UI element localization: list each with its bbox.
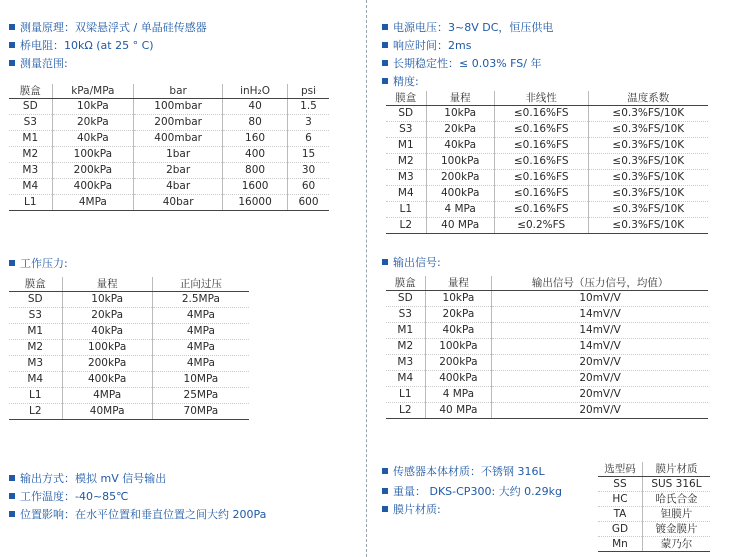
bullet-icon <box>382 506 388 512</box>
column-divider <box>366 0 367 557</box>
table-cell: 14mV/V <box>492 339 708 355</box>
pressure-table <box>9 277 249 420</box>
table-header-row <box>386 276 708 291</box>
table-cell: 4MPa <box>152 308 249 324</box>
table-cell: 200kPa <box>62 356 152 372</box>
table-cell: SUS 316L <box>642 477 710 492</box>
bullet-icon <box>382 78 388 84</box>
table-cell: 10kPa <box>425 291 492 307</box>
table-cell: 40 MPa <box>426 218 494 234</box>
table-cell: 20mV/V <box>492 403 708 419</box>
table-cell: 10kPa <box>426 106 494 122</box>
bridge-line: 桥电阻：10kΩ (at 25 ° C) <box>9 39 154 53</box>
table-row <box>598 492 710 507</box>
bullet-icon <box>9 24 15 30</box>
work-temp-line: 工作温度：-40~85℃ <box>9 490 129 504</box>
table-cell: S3 <box>386 307 425 323</box>
accuracy-title: 精度: <box>382 75 419 89</box>
table-cell: 6 <box>288 131 329 147</box>
table-cell: 20kPa <box>52 115 134 131</box>
bullet-icon <box>9 493 15 499</box>
table-row <box>386 122 708 138</box>
table-row <box>386 323 708 339</box>
table-row <box>386 186 708 202</box>
signal-title: 输出信号: <box>382 256 441 270</box>
table-header-row <box>9 84 329 99</box>
table-cell: M1 <box>9 131 52 147</box>
table-cell: 2bar <box>134 163 223 179</box>
table-header-row <box>9 277 249 292</box>
column-header: 膜盒 <box>386 276 425 291</box>
column-header: kPa/MPa <box>52 84 134 99</box>
table-cell: 16000 <box>223 195 288 211</box>
table-cell: 镀金膜片 <box>642 522 710 537</box>
column-header: 选型码 <box>598 462 642 477</box>
diaphragm-title: 膜片材质: <box>382 503 441 517</box>
table-row <box>386 170 708 186</box>
table-row <box>9 340 249 356</box>
table-cell: 40kPa <box>426 138 494 154</box>
table-cell: 20mV/V <box>492 355 708 371</box>
table-cell: 800 <box>223 163 288 179</box>
table-cell: ≤0.16%FS <box>494 106 588 122</box>
table-cell: 蒙乃尔 <box>642 537 710 552</box>
table-cell: L1 <box>9 388 62 404</box>
column-header: inH₂O <box>223 84 288 99</box>
bullet-icon <box>382 42 388 48</box>
table-cell: ≤0.3%FS/10K <box>588 154 708 170</box>
table-cell: 25MPa <box>152 388 249 404</box>
column-header: 温度系数 <box>588 91 708 106</box>
bullet-icon <box>382 488 388 494</box>
table-cell: 4MPa <box>152 340 249 356</box>
table-cell: ≤0.16%FS <box>494 122 588 138</box>
table-cell: 400mbar <box>134 131 223 147</box>
table-cell: 4MPa <box>152 324 249 340</box>
table-cell: SD <box>386 106 426 122</box>
table-cell: 10kPa <box>52 99 134 115</box>
table-cell: ≤0.3%FS/10K <box>588 170 708 186</box>
table-cell: 20mV/V <box>492 387 708 403</box>
table-cell: M3 <box>9 163 52 179</box>
table-row <box>9 131 329 147</box>
output-mode-line: 输出方式：模拟 mV 信号输出 <box>9 472 166 486</box>
table-row <box>9 147 329 163</box>
table-cell: 40MPa <box>62 404 152 420</box>
table-row <box>386 202 708 218</box>
table-cell: 40bar <box>134 195 223 211</box>
table-cell: M1 <box>9 324 62 340</box>
table-row <box>9 163 329 179</box>
table-cell: 30 <box>288 163 329 179</box>
table-row <box>386 106 708 122</box>
body-material-line: 传感器本体材质：不锈钢 316L <box>382 465 545 479</box>
bullet-icon <box>9 475 15 481</box>
table-cell: 600 <box>288 195 329 211</box>
table-row <box>598 522 710 537</box>
table-cell: ≤0.16%FS <box>494 186 588 202</box>
table-row <box>598 507 710 522</box>
power-line: 电源电压：3~8V DC，恒压供电 <box>382 21 553 35</box>
column-header: 正向过压 <box>152 277 249 292</box>
table-cell: 1600 <box>223 179 288 195</box>
table-header-row <box>386 91 708 106</box>
table-row <box>386 291 708 307</box>
table-cell: 200kPa <box>425 355 492 371</box>
table-cell: 400kPa <box>62 372 152 388</box>
table-cell: M1 <box>386 323 425 339</box>
table-row <box>9 308 249 324</box>
table-cell: ≤0.16%FS <box>494 170 588 186</box>
table-cell: 哈氏合金 <box>642 492 710 507</box>
table-row <box>386 371 708 387</box>
table-cell: L2 <box>386 403 425 419</box>
table-cell: S3 <box>9 115 52 131</box>
table-cell: M4 <box>9 179 52 195</box>
table-cell: M3 <box>386 355 425 371</box>
column-header: 量程 <box>425 276 492 291</box>
table-row <box>386 218 708 234</box>
table-cell: SD <box>386 291 425 307</box>
table-cell: 20kPa <box>426 122 494 138</box>
range-title: 测量范围: <box>9 57 68 71</box>
weight-line: 重量： DKS-CP300: 大约 0.29kg <box>382 485 562 499</box>
table-cell: 80 <box>223 115 288 131</box>
table-row <box>386 307 708 323</box>
table-cell: L1 <box>386 387 425 403</box>
column-header: 量程 <box>426 91 494 106</box>
bullet-icon <box>382 259 388 265</box>
table-cell: M3 <box>9 356 62 372</box>
table-cell: M4 <box>386 371 425 387</box>
table-cell: 160 <box>223 131 288 147</box>
pressure-title: 工作压力: <box>9 257 68 271</box>
table-cell: ≤0.3%FS/10K <box>588 202 708 218</box>
table-cell: M4 <box>386 186 426 202</box>
table-cell: 100kPa <box>52 147 134 163</box>
table-cell: 10mV/V <box>492 291 708 307</box>
table-cell: 20mV/V <box>492 371 708 387</box>
table-cell: 100kPa <box>425 339 492 355</box>
table-cell: 60 <box>288 179 329 195</box>
position-effect-line: 位置影响：在水平位置和垂直位置之间大约 200Pa <box>9 508 266 522</box>
table-cell: 4MPa <box>62 388 152 404</box>
table-cell: Mn <box>598 537 642 552</box>
table-cell: L2 <box>9 404 62 420</box>
table-cell: 40kPa <box>62 324 152 340</box>
table-cell: M1 <box>386 138 426 154</box>
table-row <box>9 99 329 115</box>
table-cell: TA <box>598 507 642 522</box>
table-cell: 4 MPa <box>426 202 494 218</box>
table-cell: L1 <box>9 195 52 211</box>
table-row <box>386 403 708 419</box>
table-cell: 400kPa <box>425 371 492 387</box>
table-cell: 10kPa <box>62 292 152 308</box>
table-row <box>386 387 708 403</box>
table-cell: L1 <box>386 202 426 218</box>
table-row <box>386 355 708 371</box>
table-cell: 4bar <box>134 179 223 195</box>
table-cell: M2 <box>9 340 62 356</box>
column-header: bar <box>134 84 223 99</box>
table-cell: 400kPa <box>52 179 134 195</box>
column-header: 输出信号（压力信号，均值） <box>492 276 708 291</box>
table-row <box>9 195 329 211</box>
table-row <box>9 404 249 420</box>
column-header: 膜盒 <box>9 84 52 99</box>
signal-table <box>386 276 708 419</box>
bullet-icon <box>9 60 15 66</box>
table-cell: 10MPa <box>152 372 249 388</box>
table-cell: S3 <box>386 122 426 138</box>
table-cell: 20kPa <box>425 307 492 323</box>
table-cell: 100kPa <box>426 154 494 170</box>
table-cell: GD <box>598 522 642 537</box>
table-row <box>9 324 249 340</box>
column-header: 膜片材质 <box>642 462 710 477</box>
table-row <box>9 115 329 131</box>
bullet-icon <box>382 60 388 66</box>
table-cell: 100mbar <box>134 99 223 115</box>
bullet-icon <box>382 468 388 474</box>
column-header: 非线性 <box>494 91 588 106</box>
column-header: 膜盒 <box>9 277 62 292</box>
table-cell: 14mV/V <box>492 323 708 339</box>
table-cell: ≤0.2%FS <box>494 218 588 234</box>
table-cell: 4 MPa <box>425 387 492 403</box>
table-cell: 1bar <box>134 147 223 163</box>
table-row <box>598 537 710 552</box>
table-cell: M2 <box>386 339 425 355</box>
material-table <box>598 462 710 552</box>
table-cell: 4MPa <box>52 195 134 211</box>
table-row <box>9 388 249 404</box>
table-cell: ≤0.16%FS <box>494 138 588 154</box>
accuracy-table <box>386 91 708 234</box>
table-cell: L2 <box>386 218 426 234</box>
table-cell: M2 <box>9 147 52 163</box>
column-header: 量程 <box>62 277 152 292</box>
table-cell: 20kPa <box>62 308 152 324</box>
table-cell: 4MPa <box>152 356 249 372</box>
table-row <box>9 372 249 388</box>
table-row <box>386 154 708 170</box>
table-cell: 15 <box>288 147 329 163</box>
bullet-icon <box>9 511 15 517</box>
table-cell: ≤0.3%FS/10K <box>588 122 708 138</box>
table-cell: 钽膜片 <box>642 507 710 522</box>
stability-line: 长期稳定性：≤ 0.03% FS/ 年 <box>382 57 541 71</box>
table-cell: 200kPa <box>52 163 134 179</box>
table-cell: ≤0.3%FS/10K <box>588 138 708 154</box>
table-cell: M3 <box>386 170 426 186</box>
table-cell: SD <box>9 99 52 115</box>
table-row <box>386 138 708 154</box>
table-row <box>386 339 708 355</box>
column-header: psi <box>288 84 329 99</box>
response-line: 响应时间：2ms <box>382 39 471 53</box>
table-row <box>9 356 249 372</box>
table-cell: 400 <box>223 147 288 163</box>
bullet-icon <box>9 42 15 48</box>
table-cell: S3 <box>9 308 62 324</box>
table-row <box>598 477 710 492</box>
table-cell: 40kPa <box>425 323 492 339</box>
table-row <box>9 179 329 195</box>
table-cell: ≤0.3%FS/10K <box>588 186 708 202</box>
range-table <box>9 84 329 211</box>
table-cell: ≤0.3%FS/10K <box>588 218 708 234</box>
table-cell: SD <box>9 292 62 308</box>
table-cell: M4 <box>9 372 62 388</box>
bullet-icon <box>9 260 15 266</box>
table-cell: 40 <box>223 99 288 115</box>
bullet-icon <box>382 24 388 30</box>
table-cell: HC <box>598 492 642 507</box>
table-cell: 400kPa <box>426 186 494 202</box>
table-cell: 70MPa <box>152 404 249 420</box>
table-cell: SS <box>598 477 642 492</box>
table-cell: ≤0.16%FS <box>494 202 588 218</box>
table-cell: 40 MPa <box>425 403 492 419</box>
table-cell: M2 <box>386 154 426 170</box>
table-cell: 14mV/V <box>492 307 708 323</box>
principle-line: 测量原理：双梁悬浮式 / 单晶硅传感器 <box>9 21 207 35</box>
table-cell: 100kPa <box>62 340 152 356</box>
table-cell: 200mbar <box>134 115 223 131</box>
table-cell: ≤0.3%FS/10K <box>588 106 708 122</box>
table-row <box>9 292 249 308</box>
column-header: 膜盒 <box>386 91 426 106</box>
table-cell: 3 <box>288 115 329 131</box>
table-header-row <box>598 462 710 477</box>
table-cell: 2.5MPa <box>152 292 249 308</box>
table-cell: ≤0.16%FS <box>494 154 588 170</box>
table-cell: 1.5 <box>288 99 329 115</box>
table-cell: 200kPa <box>426 170 494 186</box>
table-cell: 40kPa <box>52 131 134 147</box>
